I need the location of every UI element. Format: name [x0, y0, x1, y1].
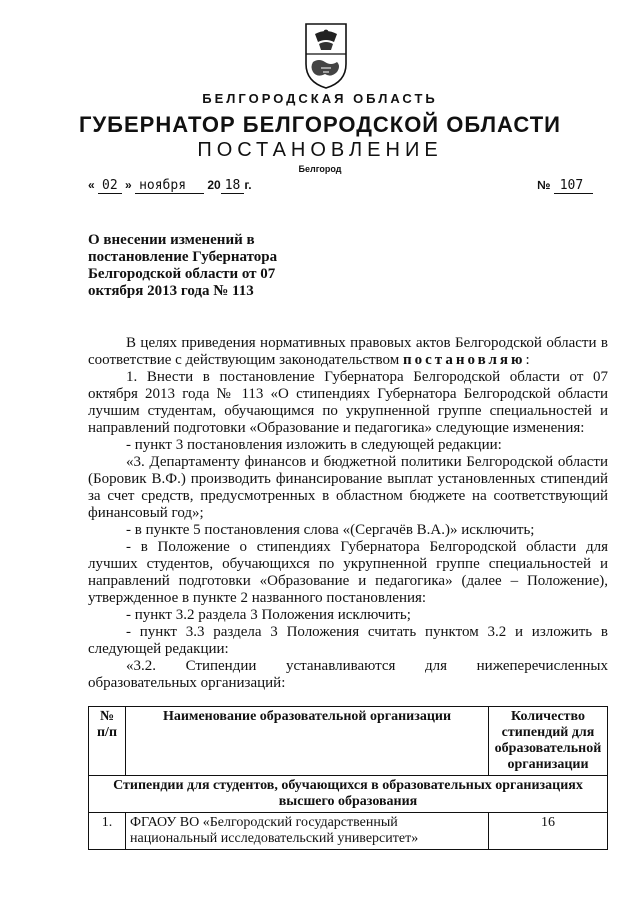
paragraph-5: - в Положение о стипендиях Губернатора Белгородской области для лучших студентов, обучающихся по укрупненной группе специальностей и направлений подготовки «Образование и педагогика» (далее – Положение), утвержденное в пункте 2 названного постановления:	[88, 539, 608, 606]
group-title: Стипендии для студентов, обучающихся в образовательных организациях высшего образования	[89, 776, 608, 813]
row-num: 1.	[89, 813, 126, 850]
number-sign: №	[537, 178, 551, 192]
row-count: 16	[489, 813, 608, 850]
paragraph-1: 1. Внести в постановление Губернатора Белгородской области от 07 октября 2013 года № 113 «О стипендиях Губернатора Белгородской области лучшим студентам, обучающимся по укрупненной группе специальностей и направлений подготовки «Образование и педагогика» следующие изменения:	[88, 369, 608, 436]
decree-body	[88, 335, 608, 692]
decree-date	[88, 178, 252, 193]
paragraph-7: - пункт 3.3 раздела 3 Положения считать пунктом 3.2 и изложить в следующей редакции:	[88, 624, 608, 657]
paragraph-6: - пункт 3.2 раздела 3 Положения исключить;	[126, 607, 411, 623]
row-name: ФГАОУ ВО «Белгородский государственный национальный исследовательский университет»	[126, 813, 489, 850]
coat-of-arms-emblem	[301, 20, 351, 90]
governor-title: ГУБЕРНАТОР БЕЛГОРОДСКОЙ ОБЛАСТИ	[79, 112, 561, 137]
header-count: Количество стипендий для образовательной организации	[489, 707, 608, 776]
date-close-quote: »	[125, 178, 132, 192]
keyword-resolve: постановляю	[402, 352, 526, 368]
paragraph-4: - в пункте 5 постановления слова «(Сергачёв В.А.)» исключить;	[126, 522, 535, 538]
date-year-prefix: 20	[207, 178, 221, 192]
date-day: 02	[98, 178, 122, 194]
city-name: Белгород	[298, 164, 342, 174]
paragraph-2: - пункт 3 постановления изложить в следующей редакции:	[126, 437, 502, 453]
date-year-abbr: г.	[244, 178, 252, 192]
paragraph-3: «3. Департаменту финансов и бюджетной политики Белгородской области (Боровик В.Ф.) производить финансирование выплат установленных стипендий за счет средств, предусмотренных в областном бюджете на соответствующий финансовый год»;	[88, 454, 608, 521]
region-name: БЕЛГОРОДСКАЯ ОБЛАСТЬ	[202, 91, 438, 106]
number-value: 107	[554, 178, 593, 194]
date-year-suffix: 18	[221, 178, 245, 194]
paragraph-preamble: В целях приведения нормативных правовых актов Белгородской области в соответствие с действующим законодательством постановляю:	[88, 335, 608, 368]
table-header-row	[89, 707, 608, 776]
date-open-quote: «	[88, 178, 95, 192]
decree-subject: О внесении изменений в постановление Губернатора Белгородской области от 07 октября 2013 года № 113	[88, 232, 278, 299]
table-group-row	[89, 776, 608, 813]
organizations-table	[88, 706, 608, 850]
table-row	[89, 813, 608, 850]
paragraph-8: «3.2. Стипендии устанавливаются для нижеперечисленных образовательных организаций:	[88, 658, 608, 691]
document-type: ПОСТАНОВЛЕНИЕ	[197, 139, 443, 161]
header-num: № п/п	[89, 707, 126, 776]
date-month: ноября	[135, 178, 204, 194]
header-name: Наименование образовательной организации	[126, 707, 489, 776]
decree-number	[537, 178, 593, 193]
